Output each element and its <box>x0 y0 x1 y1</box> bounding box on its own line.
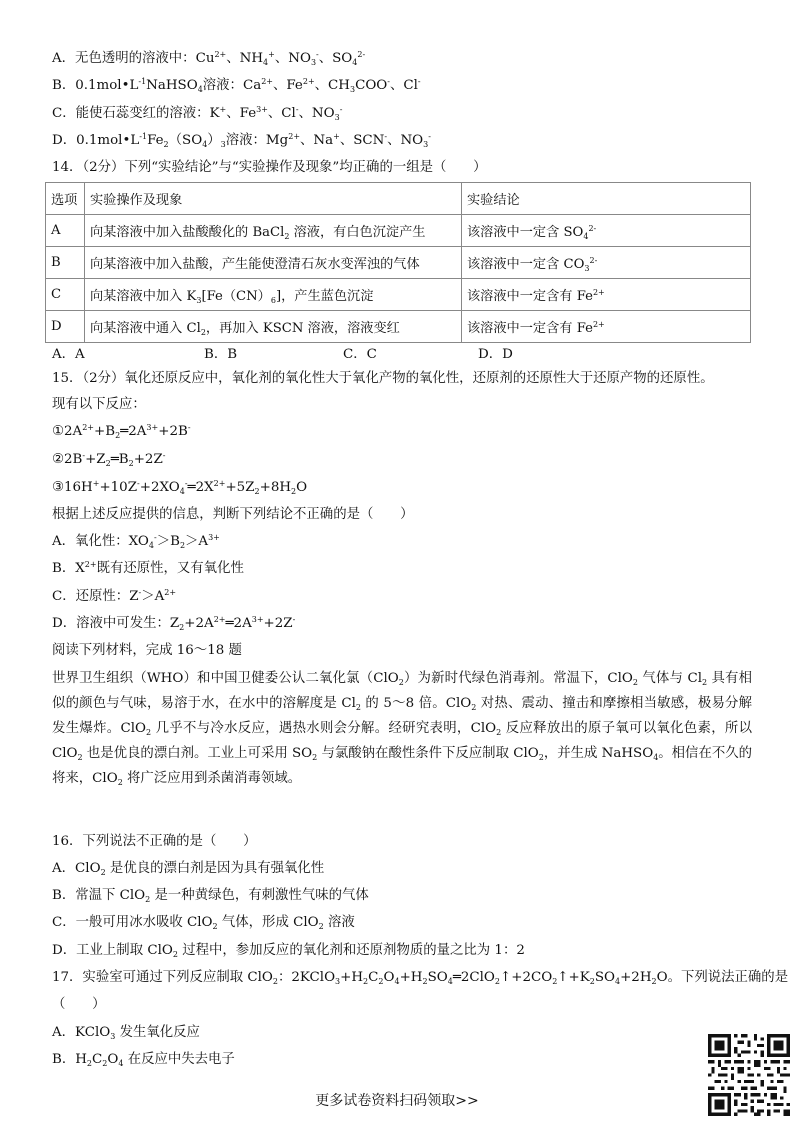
subscript: 2 <box>145 895 151 904</box>
row-operation: 向某溶液中加入盐酸，产生能使澄清石灰水变浑浊的气体 <box>85 247 462 279</box>
superscript: 2+ <box>164 588 177 597</box>
superscript: - <box>137 479 140 488</box>
subscript: 3 <box>349 85 356 94</box>
subscript: 2 <box>589 977 595 986</box>
superscript: -1 <box>138 77 147 86</box>
superscript: 2- <box>589 256 598 265</box>
superscript: + <box>219 105 227 114</box>
reading-passage: 世界卫生组织（WHO）和中国卫健委公认二氧化氯（ClO$_2$）为新时代绿色消毒剂。常温下，ClO$_2$ 气体与 $Cl_2$ 具有相似的颜色与气味，易溶于水，在水中的溶解度是 $Cl_2$ 的 5～8 倍。ClO$_2$ 对热、震动、撞击和摩擦相当敏感，极易分解发生爆炸。ClO$_2$ 几乎不与冷水反应，遇热水则会分解。经研究表明，ClO$_2$ 反应释放出的原子氧可以氧化色素，所以 ClO$_2$ 也是优良的漂白剂。工业上可采用 $SO_2$ 与氯酸钠在酸性条件下反应制取 ClO$_2$，并生成 NaHSO$_4$。相信在不久的将来，ClO$_2$ 将广泛应用到杀菌消毒领域。 <box>52 671 753 787</box>
subscript: 4 <box>583 232 589 241</box>
subscript: 4 <box>202 140 208 149</box>
superscript: - <box>162 451 166 460</box>
subscript: 2 <box>494 977 500 986</box>
superscript: 2+ <box>288 132 301 141</box>
subscript: 2 <box>471 703 477 712</box>
subscript: 4 <box>614 977 621 986</box>
superscript: 3+ <box>208 533 220 542</box>
subscript: 2 <box>102 1059 108 1068</box>
subscript: 3 <box>220 140 226 149</box>
q16-option-d: D．工业上制取 ClO$_2$ 过程中，参加反应的氧化剂和还原剂物质的量之比为 1：2 <box>52 943 525 959</box>
superscript: 2+ <box>302 77 315 86</box>
header-option: 选项 <box>46 183 85 215</box>
q14-stem: 14．（2分）下列“实验结论”与“实验操作及现象”均正确的一组是（ ） <box>52 160 487 175</box>
subscript: 4 <box>352 58 358 67</box>
subscript: 2 <box>496 728 502 737</box>
q15-reaction-2: $②2B^-+Z_2═B_2+2Z^-$ <box>52 451 166 468</box>
table-row <box>46 247 751 279</box>
superscript: 3+ <box>251 615 264 624</box>
superscript: 2+ <box>214 50 227 59</box>
subscript: 2 <box>115 431 121 440</box>
subscript: 2 <box>312 753 318 762</box>
superscript: 2+ <box>261 77 273 86</box>
subscript: 2 <box>272 977 278 986</box>
q15-question: 根据上述反应提供的信息，判断下列结论不正确的是（ ） <box>52 507 414 522</box>
row-key: D <box>46 311 85 343</box>
subscript: 2 <box>86 1059 93 1068</box>
subscript: 4 <box>447 977 453 986</box>
superscript: 2+ <box>84 560 97 569</box>
row-key: B <box>46 247 85 279</box>
q14-option-c: C．C <box>343 347 377 362</box>
superscript: - <box>384 132 388 141</box>
q13-option-b: B．$0.1mol•L^{-1}NaHSO_4$溶液：$Ca^{2+}$、$Fe^{2+}$、$CH_3COO^-$、Cl- <box>52 77 421 94</box>
subscript: 2 <box>117 778 123 787</box>
superscript: 3+ <box>146 423 159 432</box>
q17-paren: （ ） <box>52 997 106 1012</box>
subscript: 2 <box>179 541 186 550</box>
superscript: - <box>138 588 142 597</box>
superscript: 2- <box>357 50 366 59</box>
q13-option-c: C．能使石蕊变红的溶液：K+、$Fe^{3+}$、Cl-、$NO_3^-$ <box>52 105 343 122</box>
superscript: 2- <box>588 224 597 233</box>
subscript: 2 <box>552 977 558 986</box>
q15-reaction-3: $③16H^++10Z^-+2XO_4^-═2X^{2+}+5Z_2+8H_2O$ <box>52 479 308 496</box>
subscript: 3 <box>334 113 340 122</box>
superscript: + <box>333 132 340 141</box>
superscript: - <box>292 615 296 624</box>
subscript: 2 <box>355 703 361 712</box>
q15-option-c: C．还原性：$Z^->A^{2+}$ <box>52 588 177 604</box>
row-operation: 向某溶液中加入 $K_3[Fe(CN)_6]$，产生蓝色沉淀 <box>85 279 462 311</box>
subscript: 3 <box>110 1032 116 1041</box>
subscript: 4 <box>653 753 659 762</box>
subscript: 4 <box>394 977 400 986</box>
subscript: 2 <box>651 977 657 986</box>
q15-stem: 15．（2分）氧化还原反应中，氧化剂的氧化性大于氧化产物的氧化性，还原剂的还原性大于还原产物的还原性。 <box>52 371 714 386</box>
q15-option-a: A．氧化性：$XO_4^->B_2>A^{3+}$ <box>52 533 220 550</box>
row-conclusion: 该溶液中一定含有 $Fe^{2+}$ <box>462 279 751 311</box>
superscript: - <box>295 105 299 114</box>
subscript: 2 <box>538 753 544 762</box>
superscript: + <box>268 50 275 59</box>
subscript: 2 <box>100 868 106 877</box>
subscript: 2 <box>284 232 290 241</box>
q13-option-a: A．无色透明的溶液中：$Cu^{2+}$、$NH_4^+$、$NO_3^-$、$SO_4^{2-}$ <box>52 50 366 67</box>
q16-stem: 16．下列说法不正确的是（ ） <box>52 834 257 849</box>
superscript: - <box>82 451 86 460</box>
subscript: 2 <box>632 678 638 687</box>
subscript: 3 <box>335 977 341 986</box>
subscript: 2 <box>200 328 206 337</box>
superscript: 2+ <box>213 479 226 488</box>
subscript: 3 <box>310 58 317 67</box>
q13-option-d: D．$0.1mol•L^{-1}Fe_2(SO_4)_3$溶液：$Mg^{2+}$、Na+、SCN-、$NO_3^-$ <box>52 132 431 149</box>
subscript: 2 <box>363 977 369 986</box>
q17-option-b: B．$H_2C_2O_4$ 在反应中失去电子 <box>52 1052 235 1068</box>
superscript: - <box>154 533 157 542</box>
subscript: 2 <box>77 753 83 762</box>
row-conclusion: 该溶液中一定含 $CO_3^{2-}$ <box>462 247 751 279</box>
superscript: - <box>417 77 421 86</box>
q15-stem-2: 现有以下反应： <box>52 397 146 412</box>
reading-intro: 阅读下列材料，完成 16～18 题 <box>52 643 242 658</box>
header-conclusion: 实验结论 <box>462 183 751 215</box>
q14-experiment-table <box>45 182 751 343</box>
subscript: 2 <box>179 623 185 632</box>
superscript: 2+ <box>213 615 226 624</box>
q17-option-a: A．KClO$_3$ 发生氧化反应 <box>52 1025 200 1041</box>
table-header-row <box>46 183 751 215</box>
q15-option-b: B．$X^{2+}$既有还原性，又有氧化性 <box>52 560 244 576</box>
row-conclusion: 该溶液中一定含有 $Fe^{2+}$ <box>462 311 751 343</box>
row-conclusion: 该溶液中一定含 $SO_4^{2-}$ <box>462 215 751 247</box>
subscript: 4 <box>179 487 185 496</box>
subscript: 2 <box>145 728 152 737</box>
q15-option-d: D．溶液中可发生：$Z_2+2A^{2+}═2A^{3+}+2Z^-$ <box>52 615 296 632</box>
row-operation: 向某溶液中通入 $Cl_2$，再加入 KSCN 溶液，溶液变红 <box>85 311 462 343</box>
superscript: -1 <box>139 132 148 141</box>
q17-stem: 17．实验室可通过下列反应制取 ClO$_2$：$2KClO_3+H_2C_2O_4+H_2SO_4═2ClO_2↑+2CO_2↑+K_2SO_4+2H_2O$。下列说法正确的是 <box>52 970 789 986</box>
superscript: 2+ <box>592 288 605 297</box>
table-row <box>46 279 751 311</box>
q14-option-a: A．A <box>52 347 85 362</box>
superscript: - <box>339 105 343 114</box>
superscript: - <box>387 77 390 86</box>
superscript: 3+ <box>256 105 268 114</box>
q16-option-b: B．常温下 ClO$_2$ 是一种黄绿色，有刺激性气味的气体 <box>52 888 369 904</box>
subscript: 2 <box>291 487 297 496</box>
subscript: 3 <box>423 140 429 149</box>
subscript: 2 <box>254 487 260 496</box>
q15-reaction-1: $①2A^{2+}+B_2═2A^{3+}+2B^-$ <box>52 423 191 440</box>
footer-scan-prompt: 更多试卷资料扫码领取>> <box>315 1093 479 1109</box>
row-key: A <box>46 215 85 247</box>
superscript: - <box>184 479 188 488</box>
subscript: 4 <box>197 85 203 94</box>
superscript: - <box>187 423 191 432</box>
subscript: 4 <box>263 58 269 67</box>
table-row <box>46 215 751 247</box>
header-operation: 实验操作及现象 <box>85 183 462 215</box>
subscript: 2 <box>212 922 218 931</box>
row-key: C <box>46 279 85 311</box>
q16-option-c: C．一般可用冰水吸收 ClO$_2$ 气体，形成 ClO$_2$ 溶液 <box>52 915 355 931</box>
subscript: 2 <box>105 459 111 468</box>
superscript: - <box>316 50 319 59</box>
subscript: 2 <box>128 459 134 468</box>
q14-option-b: B．B <box>204 347 238 362</box>
row-operation: 向某溶液中加入盐酸酸化的 BaCl$_2$ 溶液，有白色沉淀产生 <box>85 215 462 247</box>
subscript: 4 <box>118 1059 124 1068</box>
subscript: 6 <box>270 296 276 305</box>
superscript: + <box>92 479 100 488</box>
subscript: 2 <box>398 678 404 687</box>
subscript: 3 <box>584 264 590 273</box>
table-row <box>46 311 751 343</box>
subscript: 2 <box>318 922 324 931</box>
superscript: 2+ <box>592 320 605 329</box>
superscript: - <box>428 132 431 141</box>
subscript: 2 <box>422 977 428 986</box>
superscript: 2+ <box>82 423 94 432</box>
subscript: 2 <box>701 678 708 687</box>
subscript: 2 <box>378 977 384 986</box>
subscript: 4 <box>148 541 154 550</box>
subscript: 3 <box>196 296 202 305</box>
subscript: 2 <box>163 140 169 149</box>
q16-option-a: A．ClO$_2$ 是优良的漂白剂是因为具有强氧化性 <box>52 861 325 877</box>
q14-option-d: D．D <box>478 347 513 362</box>
subscript: 2 <box>172 950 178 959</box>
